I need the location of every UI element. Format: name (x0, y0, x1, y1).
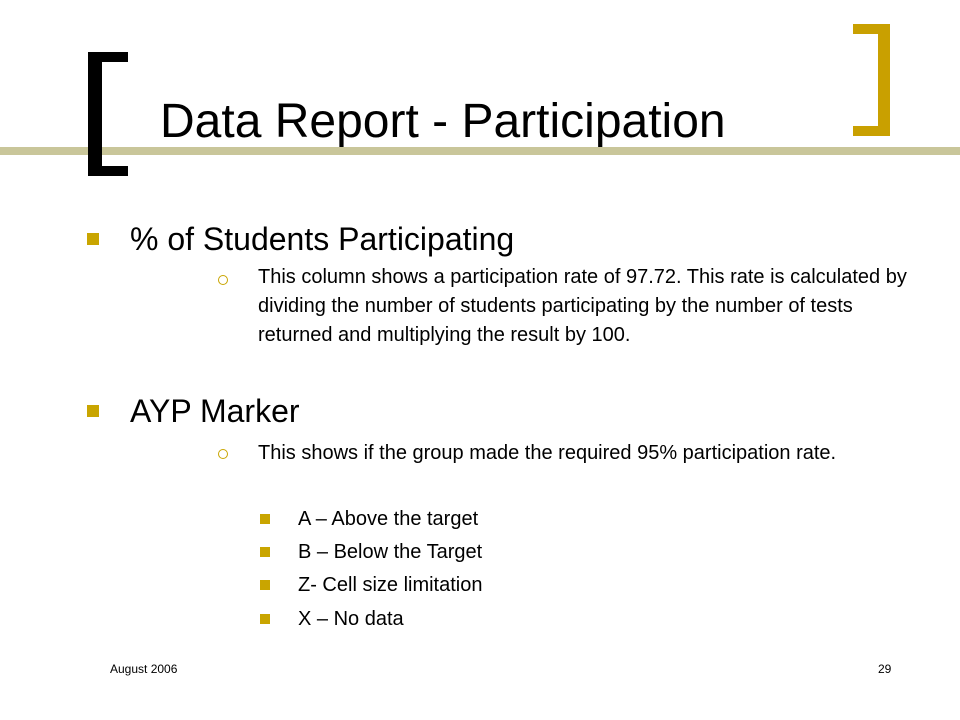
ring-bullet-icon (218, 449, 228, 459)
page-number: 29 (878, 662, 892, 676)
small-square-bullet-icon (260, 614, 270, 624)
footer-date: August 2006 (110, 662, 178, 676)
list-item: A – Above the target (298, 508, 479, 530)
section-heading-ayp-marker: AYP Marker (130, 393, 300, 429)
square-bullet-icon (87, 233, 99, 245)
section-detail-ayp-marker: This shows if the group made the required 95% participation rate. (258, 442, 837, 464)
list-item: B – Below the Target (298, 541, 483, 563)
small-square-bullet-icon (260, 514, 270, 524)
slide-title: Data Report - Participation (160, 95, 726, 148)
list-item: Z- Cell size limitation (298, 574, 483, 596)
small-square-bullet-icon (260, 580, 270, 590)
section-detail-participating: This column shows a participation rate of 97.72. This rate is calculated by dividing the number of students participating by the number of tests returned and multiplying the result by 100. (258, 266, 907, 346)
list-item: X – No data (298, 608, 404, 630)
ring-bullet-icon (218, 275, 228, 285)
small-square-bullet-icon (260, 547, 270, 557)
section-heading-participating: % of Students Participating (130, 221, 515, 257)
square-bullet-icon (87, 405, 99, 417)
